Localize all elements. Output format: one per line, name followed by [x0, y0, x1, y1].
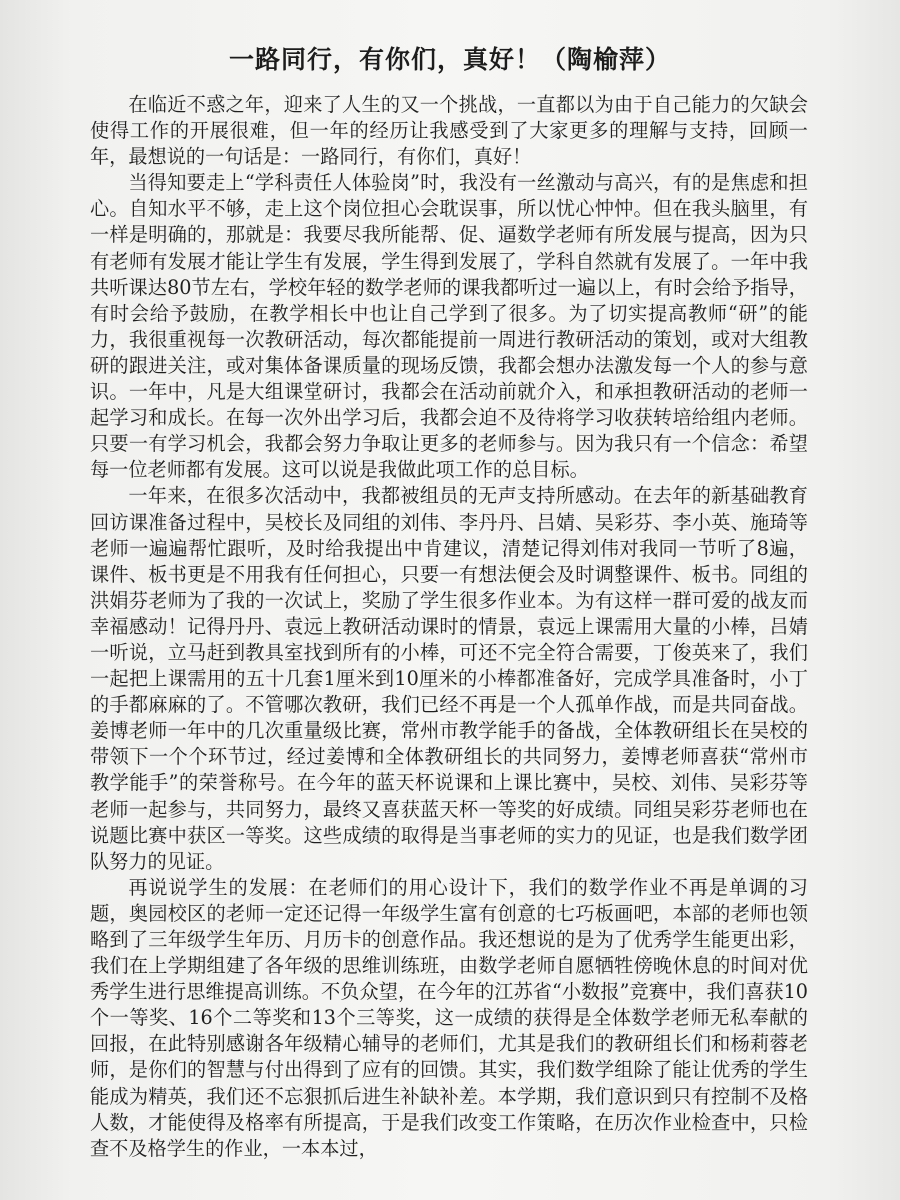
paragraph-3: 一年来，在很多次活动中，我都被组员的无声支持所感动。在去年的新基础教育回访课准备过程中，吴校长及同组的刘伟、李丹丹、吕婧、吴彩芬、李小英、施琦等老师一遍遍帮忙跟听，及时给我提出中肯建议，清楚记得刘伟对我同一节听了8遍，课件、板书更是不用我有任何担心，只要一有想法便会及时调整课件、板书。同组的洪娟芬老师为了我的一次试上，奖励了学生很多作业本。为有这样一群可爱的战友而幸福感动！记得丹丹、袁远上教研活动课时的情景，袁远上课需用大量的小棒，吕婧一听说，立马赶到教具室找到所有的小棒，可还不完全符合需要，丁俊英来了，我们一起把上课需用的五十几套1厘米到10厘米的小棒都准备好，完成学具准备时，小丁的手都麻麻的了。不管哪次教研，我们已经不再是一个人孤单作战，而是共同奋战。姜博老师一年中的几次重量级比赛，常州市教学能手的备战，全体教研组长在吴校的带领下一个个环节过，经过姜博和全体教研组长的共同努力，姜博老师喜获“常州市教学能手”的荣誉称号。在今年的蓝天杯说课和上课比赛中，吴校、刘伟、吴彩芬等老师一起参与，共同努力，最终又喜获蓝天杯一等奖的好成绩。同组吴彩芬老师也在说题比赛中获区一等奖。这些成绩的取得是当事老师的实力的见证，也是我们数学团队努力的见证。 — [90, 484, 808, 873]
paragraph-1: 在临近不惑之年，迎来了人生的又一个挑战，一直都以为由于自己能力的欠缺会使得工作的开展很难，但一年的经历让我感受到了大家更多的理解与支持，回顾一年，最想说的一句话是：一路同行，有你们，真好！ — [90, 93, 808, 169]
document-body — [90, 92, 808, 1162]
paragraph-2: 当得知要走上“学科责任人体验岗”时，我没有一丝激动与高兴，有的是焦虑和担心。自知水平不够，走上这个岗位担心会耽误事，所以忧心忡忡。但在我头脑里，有一样是明确的，那就是：我要尽我所能帮、促、逼数学老师有所发展与提高，因为只有老师有发展才能让学生有发展，学生得到发展了，学科自然就有发展了。一年中我共听课达80节左右，学校年轻的数学老师的课我都听过一遍以上，有时会给予指导，有时会给予鼓励，在教学相长中也让自己学到了很多。为了切实提高教师“研”的能力，我很重视每一次教研活动，每次都能提前一周进行教研活动的策划，或对大组教研的跟进关注，或对集体备课质量的现场反馈，我都会想办法激发每一个人的参与意识。一年中，凡是大组课堂研讨，我都会在活动前就介入，和承担教研活动的老师一起学习和成长。在每一次外出学习后，我都会迫不及待将学习收获转培给组内老师。只要一有学习机会，我都会努力争取让更多的老师参与。因为我只有一个信念：希望每一位老师都有发展。这可以说是我做此项工作的总目标。 — [90, 171, 808, 482]
paragraph-4: 再说说学生的发展：在老师们的用心设计下，我们的数学作业不再是单调的习题，奥园校区的老师一定还记得一年级学生富有创意的七巧板画吧，本部的老师也领略到了三年级学生年历、月历卡的创意作品。我还想说的是为了优秀学生能更出彩，我们在上学期组建了各年级的思维训练班，由数学老师自愿牺牲傍晚休息的时间对优秀学生进行思维提高训练。不负众望，在今年的江苏省“小数报”竞赛中，我们喜获10个一等奖、16个二等奖和13个三等奖，这一成绩的获得是全体数学老师无私奉献的回报，在此特别感谢各年级精心辅导的老师们，尤其是我们的教研组长们和杨莉蓉老师，是你们的智慧与付出得到了应有的回馈。其实，我们数学组除了能让优秀的学生能成为精英，我们还不忘狠抓后进生补缺补差。本学期，我们意识到只有控制不及格人数，才能使得及格率有所提高，于是我们改变工作策略，在历次作业检查中，只检查不及格学生的作业，一本本过， — [90, 875, 808, 1160]
document-title: 一路同行，有你们，真好！（陶榆萍） — [228, 45, 671, 74]
